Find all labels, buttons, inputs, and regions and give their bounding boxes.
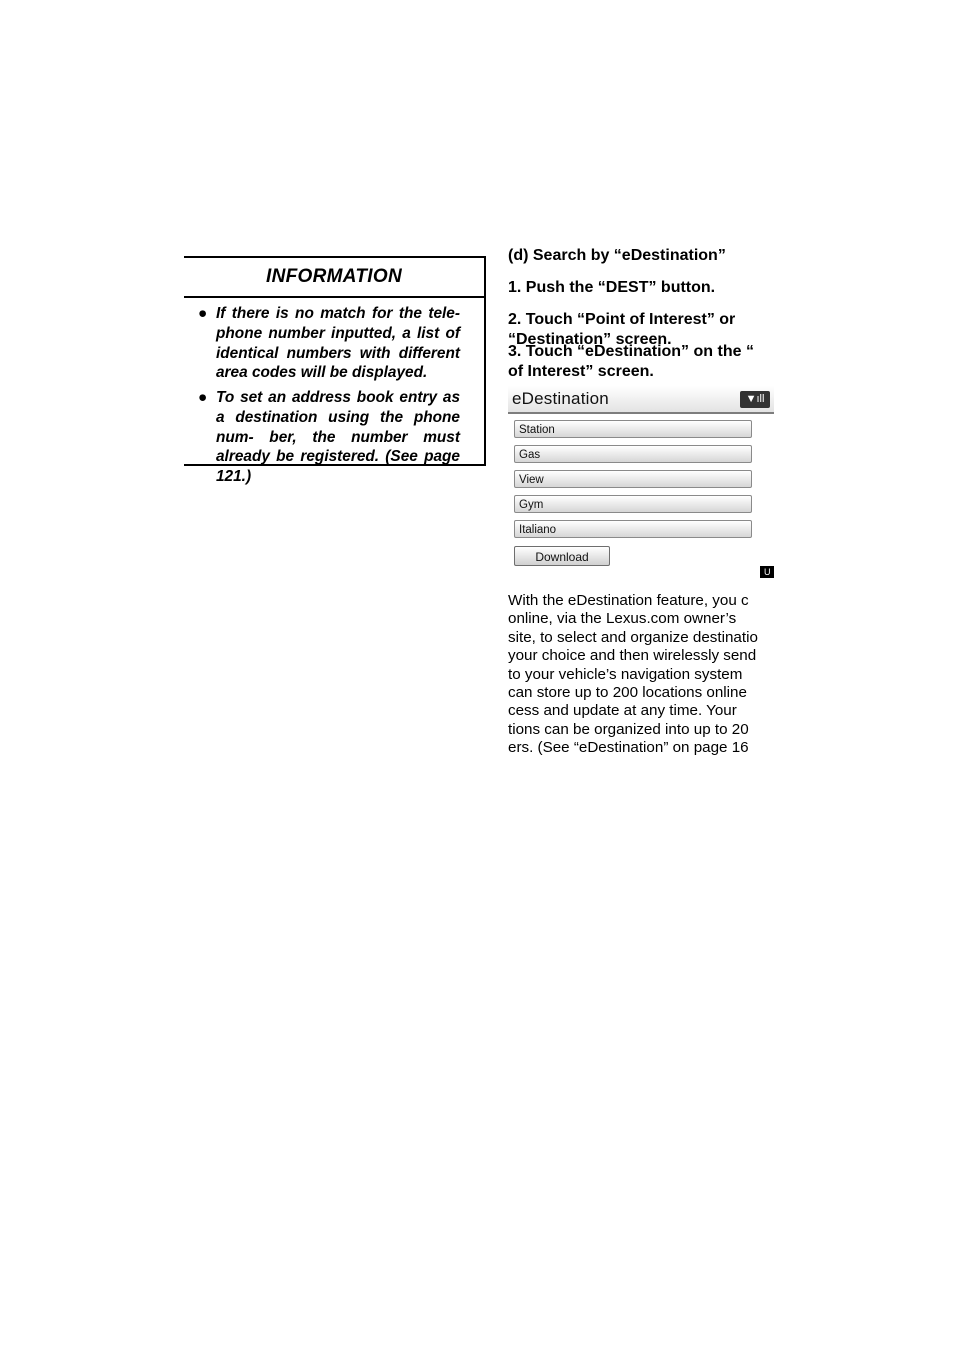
body-line: online, via the Lexus.com owner’s: [508, 610, 737, 628]
download-button[interactable]: Download: [514, 546, 610, 566]
gas-button[interactable]: Gas: [514, 445, 752, 463]
bullet-dot-icon: ●: [198, 389, 208, 406]
step-3-continued: of Interest” screen.: [508, 363, 654, 380]
italiano-button[interactable]: Italiano: [514, 520, 752, 538]
body-line: can store up to 200 locations online: [508, 684, 747, 702]
information-divider: [184, 296, 484, 298]
station-button[interactable]: Station: [514, 420, 752, 438]
step-3: 3. Touch “eDestination” on the “: [508, 343, 754, 360]
information-title: INFORMATION: [266, 266, 402, 287]
step-2-continued: “Destination” screen.: [508, 331, 672, 348]
screen-title: eDestination: [512, 389, 609, 408]
body-line: cess and update at any time. Your: [508, 702, 737, 720]
body-paragraph: [508, 592, 774, 758]
step-1: 1. Push the “DEST” button.: [508, 279, 716, 296]
body-line: your choice and then wirelessly send: [508, 647, 757, 665]
body-line: site, to select and organize destinatio: [508, 628, 758, 646]
information-bullet: [198, 304, 460, 383]
signal-strength-icon: ▼ıll: [740, 391, 770, 408]
gym-button[interactable]: Gym: [514, 495, 752, 513]
section-heading: (d) Search by “eDestination”: [508, 247, 726, 264]
information-box: [184, 256, 486, 486]
information-bullet-text: If there is no match for the tele- phone number inputted, a list of identical numbers with different area codes will be displayed.: [216, 305, 460, 382]
screen-code-label: U: [760, 566, 774, 578]
body-line: tions can be organized into up to 20: [508, 720, 749, 738]
edestination-screen: [508, 384, 774, 580]
body-line: ers. (See “eDestination” on page 16: [508, 739, 749, 757]
right-column: [508, 0, 774, 1360]
bullet-dot-icon: ●: [198, 305, 208, 322]
information-bullet: [198, 388, 460, 487]
information-bullet-text: To set an address book entry as a destination using the phone num- ber, the number must already be registered. (See page 121.): [216, 389, 460, 486]
step-2: 2. Touch “Point of Interest” or: [508, 311, 736, 328]
view-button[interactable]: View: [514, 470, 752, 488]
body-line: With the eDestination feature, you c: [508, 592, 749, 609]
screen-header: [508, 386, 774, 414]
body-line: to your vehicle’s navigation system: [508, 665, 743, 683]
